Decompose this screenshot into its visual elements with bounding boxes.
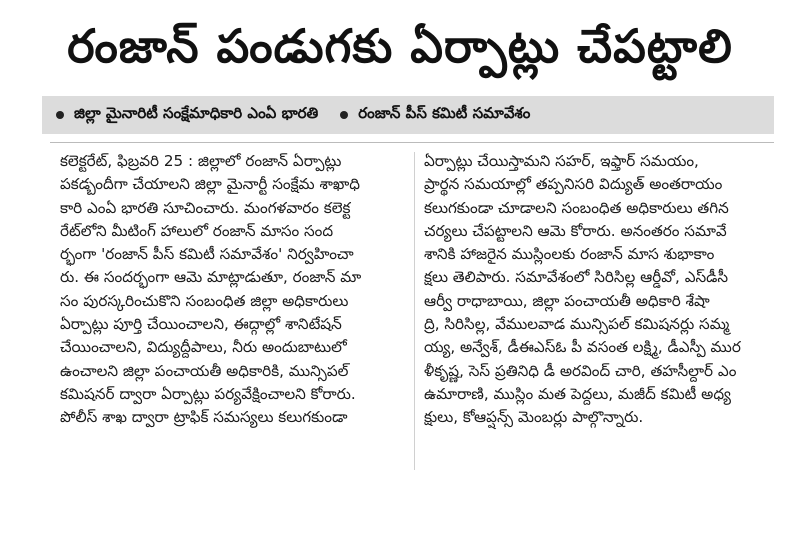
article-line: ఏర్పాట్లు పూర్తి చేయించాలని, ఈద్గాల్లో శానిటేషన్: [60, 315, 342, 334]
article-line: కారి ఎంఏ భారతి సూచించారు. మంగళవారం కలెక్ట: [60, 198, 351, 217]
article-line: రేట్‌లోని మీటింగ్ హాలులో రంజాన్ మాసం సంద: [60, 221, 334, 240]
article-line: య్య, అన్వేశ్, డీఈఎస్ఓ పీ వసంత లక్ష్మి, డీఎస్పీ ముర: [424, 338, 741, 357]
subheading-2-text: రంజాన్ పీస్ కమిటీ సమావేశం: [358, 104, 531, 122]
article-line: పకడ్బందీగా చేయాలని జిల్లా మైనార్టీ సంక్షేమ శాఖాధి: [60, 175, 360, 194]
article-line: చర్యలు చేపట్టాలని ఆమె కోరారు. అనంతరం సమావే: [424, 221, 727, 240]
article-column-right: [424, 150, 794, 430]
article-line: ళీకృష్ణ, సెస్ ప్రతినిధి డీ అరవింద్ చారి, తహసీల్దార్ ఎం: [424, 361, 737, 380]
subheading-1-text: జిల్లా మైనారిటీ సంక్షేమాధికారి ఎంఏ భారతి: [74, 104, 319, 122]
article-line: క్షలు తెలిపారు. సమావేశంలో సిరిసిల్ల ఆర్డీవో, ఎస్‌డీసీ: [424, 268, 729, 287]
article-line: ర్భంగా 'రంజాన్ పీస్ కమిటీ సమావేశం' నిర్వహించా: [60, 245, 354, 264]
article-line: కమిషనర్ ద్వారా ఏర్పాట్లు పర్యవేక్షించాలని కోరారు.: [60, 384, 356, 403]
article-line: ప్రార్థన సమయాల్లో తప్పనిసరి విద్యుత్ అంతరాయం: [424, 175, 723, 194]
subheading-bar: [42, 96, 774, 134]
article-line: శానికి హాజరైన ముస్లింలకు రంజాన్ మాస శుభాకాం: [424, 245, 715, 264]
subheading-1: [42, 104, 318, 126]
article-line: ఆర్వీ రాధాబాయి, జిల్లా పంచాయతీ అధికారి శేషా: [424, 291, 710, 310]
divider: [50, 142, 774, 143]
subheading-2: [326, 104, 530, 126]
article-line: రు. ఈ సందర్భంగా ఆమె మాట్లాడుతూ, రంజాన్ మా: [60, 268, 362, 287]
article-line: ఏర్పాట్లు చేయిస్తామని సహర్, ఇఫ్తార్ సమయం,: [424, 152, 699, 170]
article-line: పోలీస్ శాఖ ద్వారా ట్రాఫిక్ సమస్యలు కలుగకుండా: [60, 408, 348, 427]
article-line: చేయించాలని, విద్యుద్దీపాలు, నీరు అందుబాటులో: [60, 338, 347, 357]
article-line: కలెక్టరేట్, ఫిబ్రవరి 25 : జిల్లాలో రంజాన్ ఏర్పాట్లు: [60, 152, 342, 170]
article-line: ఉంచాలని జిల్లా పంచాయతీ అధికారికి, మున్సిపల్: [60, 361, 349, 380]
article-line: ఉమారాణి, ముస్లిం మత పెద్దలు, మజీద్ కమిటీ అధ్య: [424, 384, 731, 403]
column-divider: [414, 152, 415, 470]
headline: రంజాన్ పండుగకు ఏర్పాట్లు చేపట్టాలి: [67, 19, 733, 73]
article-line: క్షులు, కోఆప్షన్స్ మెంబర్లు పాల్గొన్నారు.: [424, 408, 644, 427]
article-line: ద్రి, సిరిసిల్ల, వేములవాడ మున్సిపల్ కమిషనర్లు సమ్మ: [424, 315, 730, 334]
bullet-icon: [340, 111, 348, 119]
article-line: సం పురస్కరించుకొని సంబంధిత జిల్లా అధికారులు: [60, 291, 349, 310]
article-column-left: [60, 150, 410, 430]
article-line: కలుగకుండా చూడాలని సంబంధిత అధికారులు తగిన: [424, 198, 729, 217]
bullet-icon: [56, 111, 64, 119]
